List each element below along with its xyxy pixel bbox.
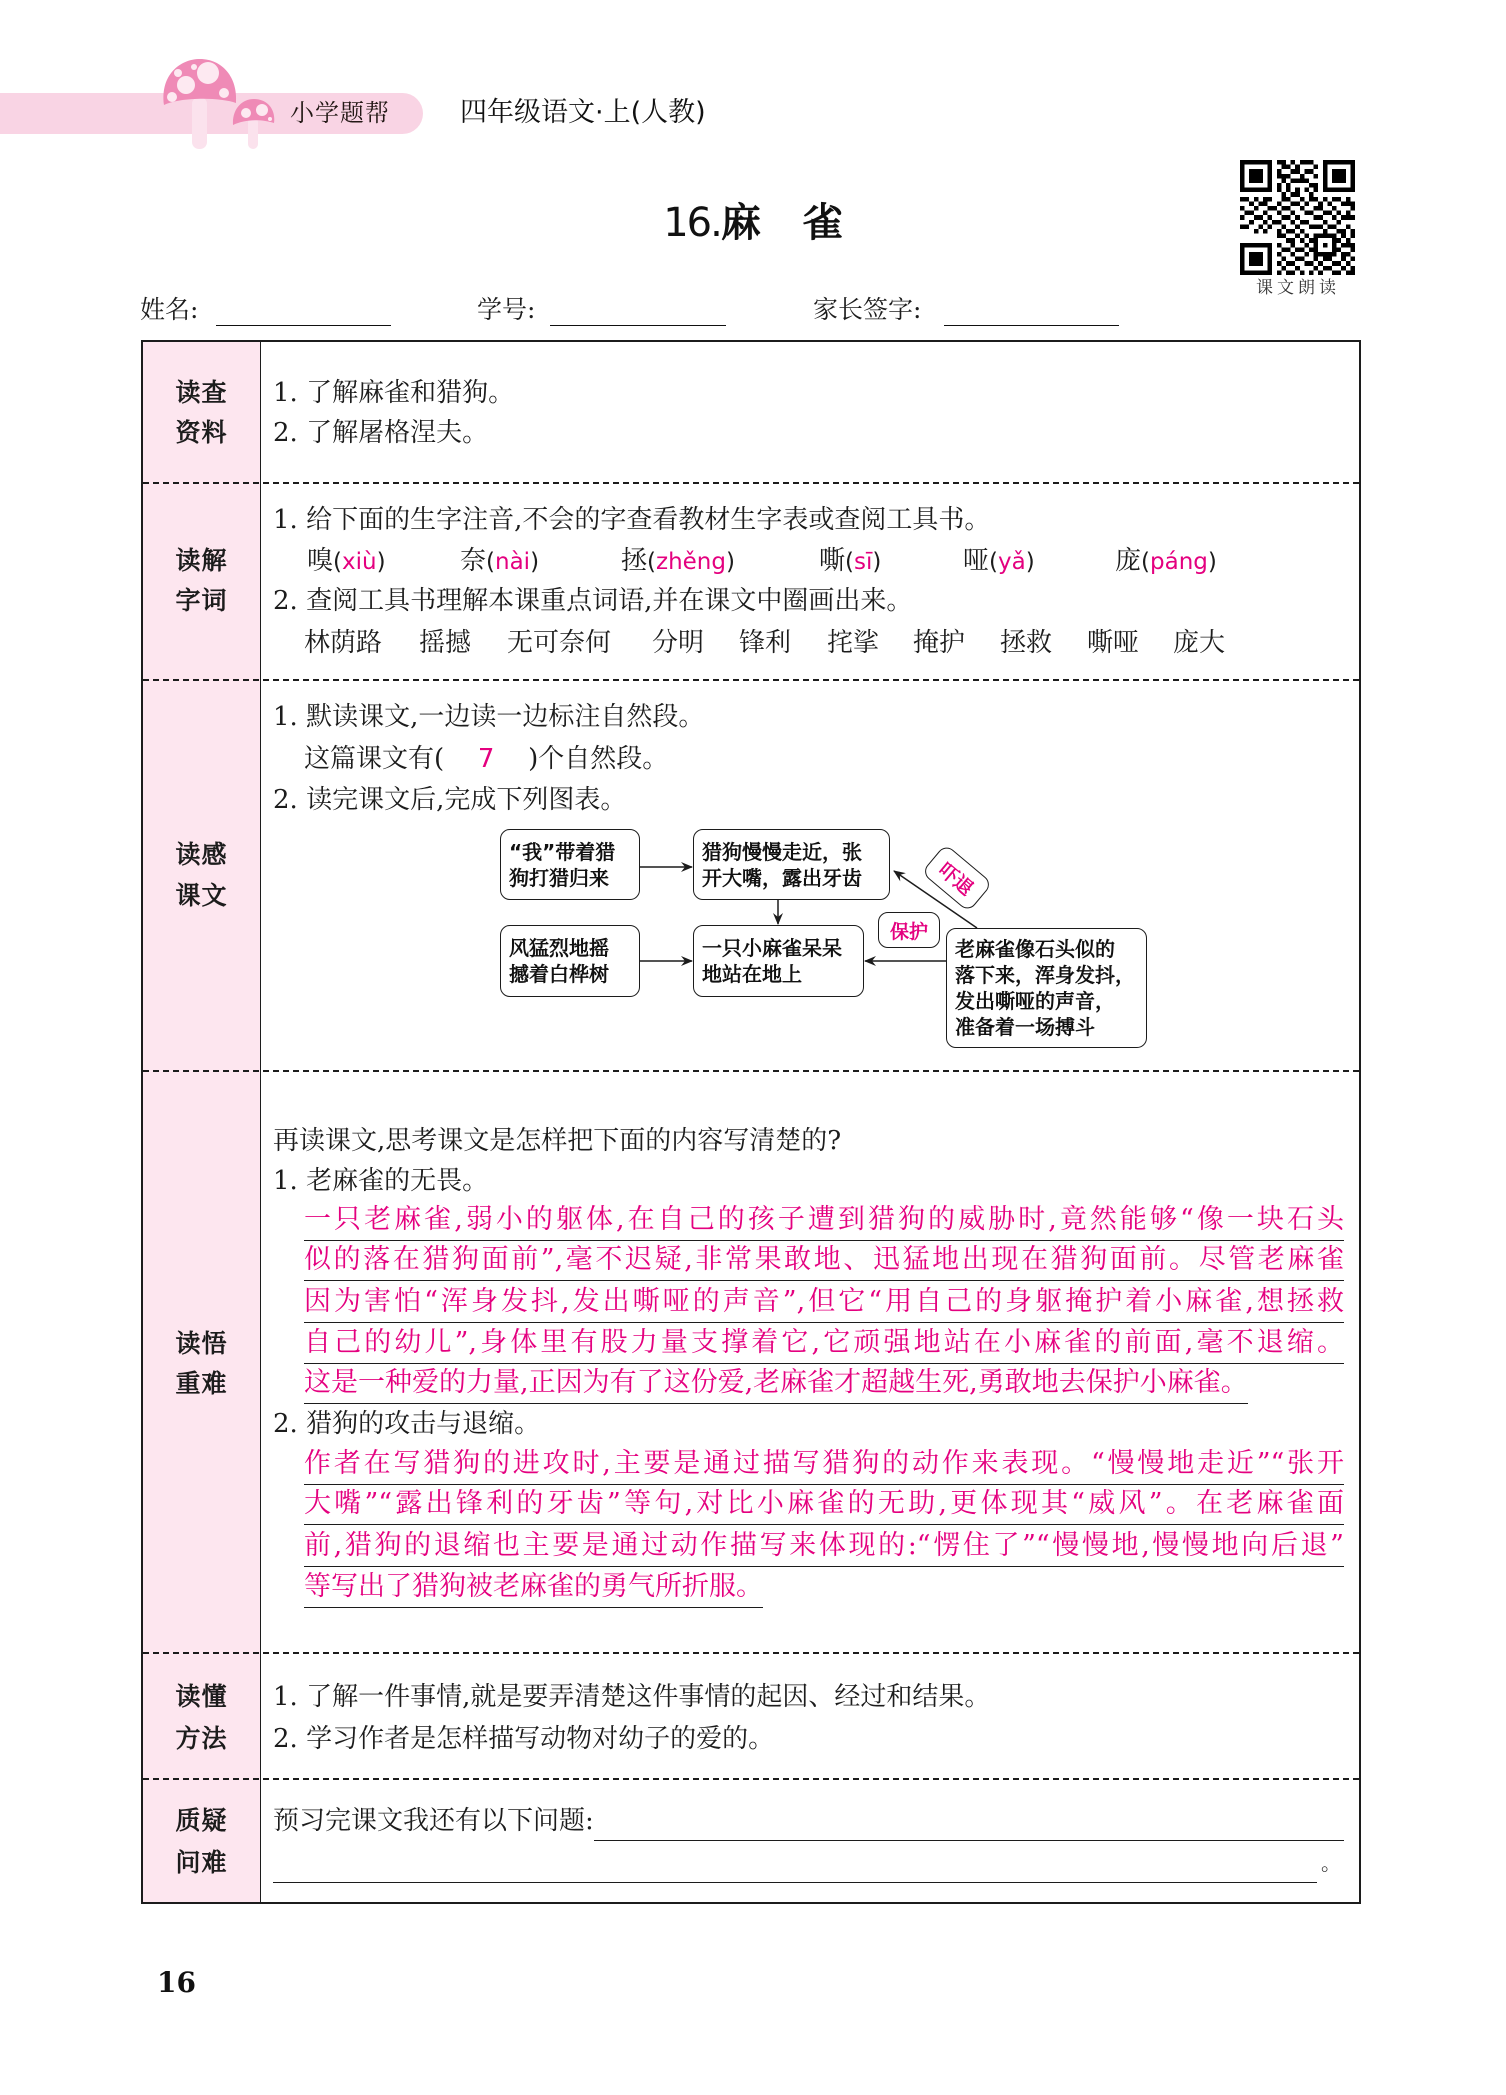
diagram-box-young-sparrow [693,925,864,997]
key-word: 无可奈何 [507,628,612,658]
paren-close: ) [1207,549,1217,575]
section-content [261,680,1359,1071]
key-word: 挓挲 [827,628,880,658]
pinyin-item [963,541,1035,581]
pinyin-item [460,541,539,581]
paren-open: ( [647,549,656,575]
question-text: 2. 查阅工具书理解本课重点词语,并在课文中圈画出来。 [273,586,913,616]
brand-name: 小学题帮 [290,99,390,127]
student-number-blank [550,300,726,326]
section-label: 资料 [175,418,228,447]
student-number-label: 学号: [477,295,536,324]
box-line: 落下来，浑身发抖， [955,963,1135,987]
book-title: 四年级语文·上(人教) [460,97,706,128]
answer-line: 自己的幼儿”,身体里有股力量支撑着它,它顽强地站在小麻雀的前面,毫不退缩。 [304,1324,1344,1364]
lesson-number: 16. [663,200,721,246]
question-text: 1. 给下面的生字注音,不会的字查看教材生字表或查阅工具书。 [273,505,991,535]
name-blank [216,300,391,326]
key-word: 锋利 [739,628,792,658]
box-line: 狗打猎归来 [509,865,609,890]
box-line: “我”带着猎 [509,839,616,864]
diagram-box-old-sparrow [946,928,1147,1048]
section-label: 问难 [175,1848,228,1877]
name-field [140,292,391,326]
answer-line: 前,猎狗的退缩也主要是通过动作描写来体现的:“愣住了”“慢慢地,慢慢地向后退” [304,1527,1344,1567]
diagram-box-dog-approaches [693,829,890,900]
section-label: 字词 [175,586,228,615]
box-line: 撼着白桦树 [509,962,609,986]
section-label: 读感 [175,840,228,869]
answer-line: 大嘴”“露出锋利的牙齿”等句,对比小麻雀的无助,更体现其“威风”。在老麻雀面 [304,1485,1344,1525]
box-line: 准备着一场搏斗 [955,1015,1095,1039]
section-vocabulary [143,483,1359,680]
paren-close: ) [872,549,882,575]
box-line: 老麻雀像石头似的 [955,937,1115,961]
paren-close: ) [376,549,386,575]
hanzi: 庞 [1115,546,1142,576]
diagram-tag-protect: 保护 [878,912,940,948]
diagram-box-hunter-returns [500,829,640,900]
answer-line: 似的落在猎狗面前”,毫不迟疑,非常果敢地、迅猛地出现在猎狗面前。尽管老麻雀 [304,1241,1344,1281]
paren-open: ( [1141,549,1150,575]
diagram-tag-scare-off: 吓退 [921,844,993,913]
method-item: 1. 了解一件事情,就是要弄清楚这件事情的起因、经过和结果。 [273,1682,991,1712]
section-reading [143,680,1359,1071]
hanzi: 嗅 [307,546,334,576]
pinyin-answer: yǎ [998,549,1026,575]
worksheet-table [141,340,1361,1904]
section-label: 读懂 [175,1682,228,1711]
paren-close: ) [1025,549,1035,575]
section-label: 方法 [175,1724,228,1753]
key-word: 掩护 [913,628,966,658]
question-title: 1. 老麻雀的无畏。 [273,1166,489,1196]
box-line: 风猛烈地摇 [509,936,609,960]
hanzi: 奈 [460,546,487,576]
answer-line: 一只老麻雀,弱小的躯体,在自己的孩子遭到猎狗的威胁时,竟然能够“像一块石头 [304,1201,1344,1241]
lesson-title-char-1: 麻 [720,199,761,246]
hanzi: 嘶 [819,546,846,576]
parent-signature-field [813,292,1119,326]
pinyin-answer: nài [495,549,531,575]
qr-code-icon [1240,160,1355,275]
task-item: 1. 了解麻雀和猎狗。 [273,378,515,408]
pinyin-answer: zhěng [656,549,726,575]
question-prompt-row [273,1801,1344,1841]
diagram-box-wind-shakes-birch [500,925,640,997]
pinyin-item [819,541,881,581]
question-blank [273,1849,1317,1883]
paren-open: ( [333,549,342,575]
paren-close: ) [530,549,540,575]
paren-open: ( [845,549,854,575]
pinyin-answer: páng [1150,549,1208,575]
question-second-row [273,1843,1341,1883]
section-questions [143,1779,1359,1902]
parent-signature-blank [944,300,1119,326]
question-prompt: 预习完课文我还有以下问题: [273,1806,594,1836]
paragraph-count-answer: 7 [477,744,495,774]
section-label: 重难 [175,1369,228,1398]
section-research [143,342,1359,483]
section-methods [143,1653,1359,1779]
answer-line: 等写出了猎狗被老麻雀的勇气所折服。 [304,1568,763,1608]
pinyin-answer: xiù [342,549,377,575]
key-word: 拯救 [1000,628,1053,658]
key-word: 林荫路 [304,628,383,658]
lesson-title-char-2: 雀 [802,199,843,246]
parent-signature-label: 家长签字: [813,295,922,324]
question-intro: 再读课文,思考课文是怎样把下面的内容写清楚的? [273,1126,842,1156]
pinyin-answer: sī [854,549,873,575]
fill-suffix: )个自然段。 [528,744,669,774]
question-title: 2. 猎狗的攻击与退缩。 [273,1409,541,1439]
box-line: 地站在地上 [702,962,802,986]
mushroom-logo-icon [150,55,290,155]
page-number: 16 [157,1966,196,1999]
question-text: 2. 读完课文后,完成下列图表。 [273,785,627,815]
qr-code-label: 课文朗读 [1256,278,1340,298]
box-line: 开大嘴，露出牙齿 [702,865,862,890]
method-item: 2. 学习作者是怎样描写动物对幼子的爱的。 [273,1724,775,1754]
paren-close: ) [725,549,735,575]
section-label: 读查 [175,378,228,407]
key-word: 摇撼 [419,628,472,658]
task-item: 2. 了解屠格涅夫。 [273,418,489,448]
pinyin-item [307,541,386,581]
paren-open: ( [989,549,998,575]
box-line: 发出嘶哑的声音， [955,989,1115,1013]
section-label: 读悟 [175,1329,228,1358]
section-content [261,1071,1359,1653]
fill-prefix: 这篇课文有( [304,744,445,774]
student-number-field [477,292,726,326]
key-word: 嘶哑 [1087,628,1140,658]
hanzi: 拯 [621,546,648,576]
pinyin-item [1115,541,1217,581]
end-mark: 。 [1321,1851,1341,1875]
hanzi: 哑 [963,546,990,576]
section-content [261,1653,1359,1779]
answer-line: 这是一种爱的力量,正因为有了这份爱,老麻雀才超越生死,勇敢地去保护小麻雀。 [304,1364,1248,1404]
section-label: 课文 [175,881,228,910]
section-label: 质疑 [175,1806,228,1835]
name-label: 姓名: [140,295,199,324]
answer-line: 因为害怕“浑身发抖,发出嘶哑的声音”,但它“用自己的身躯掩护着小麻雀,想拯救 [304,1283,1344,1323]
paren-open: ( [486,549,495,575]
question-blank [594,1807,1344,1841]
section-content [261,342,1359,483]
answer-line: 作者在写猎狗的进攻时,主要是通过描写猎狗的动作来表现。“慢慢地走近”“张开 [304,1445,1344,1485]
section-key-points [143,1071,1359,1653]
key-word: 庞大 [1173,628,1226,658]
section-content [261,1779,1359,1902]
box-line: 一只小麻雀呆呆 [702,936,842,960]
section-content [261,483,1359,680]
pinyin-item [621,541,735,581]
question-text: 1. 默读课文,一边读一边标注自然段。 [273,702,705,732]
key-word: 分明 [652,628,705,658]
box-line: 猎狗慢慢走近，张 [702,839,862,864]
section-label: 读解 [175,546,228,575]
